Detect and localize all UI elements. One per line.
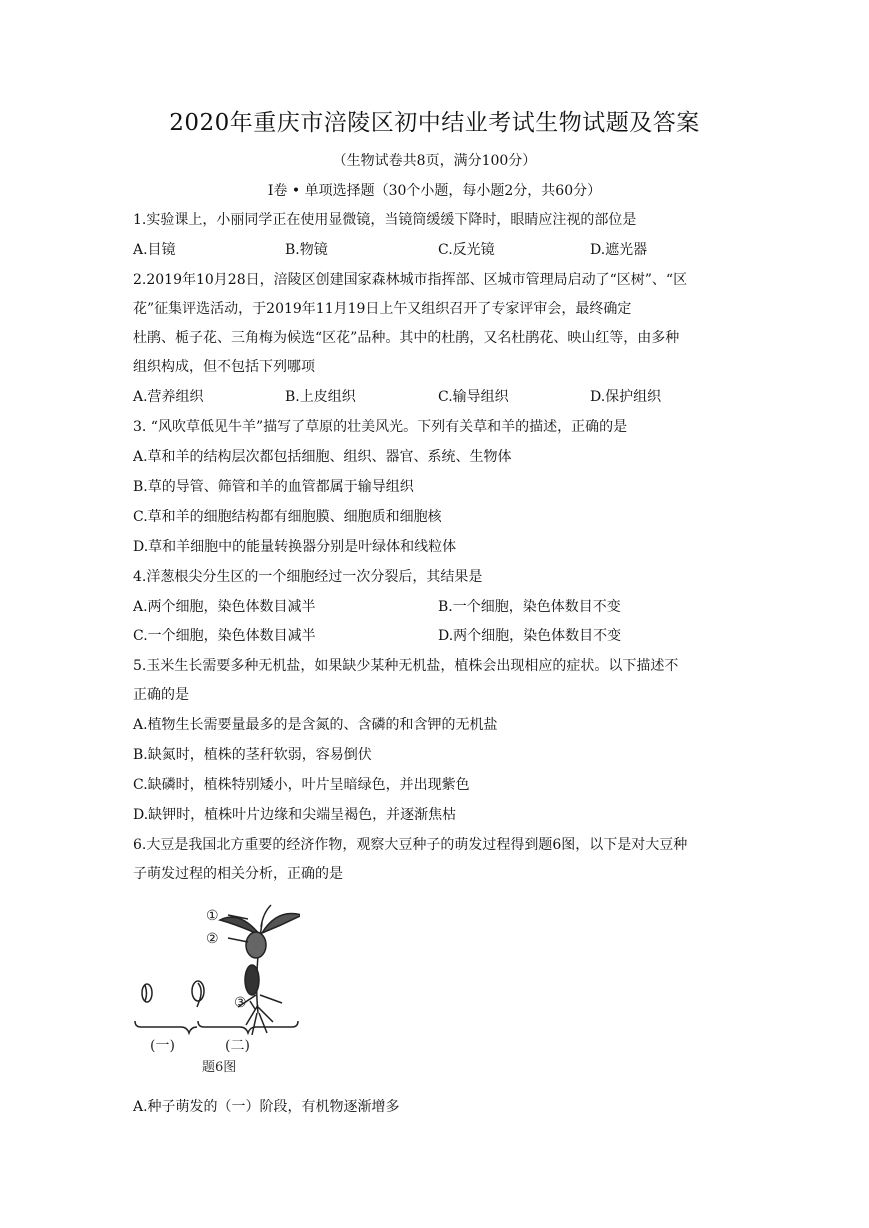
q1-option-c: C.反光镜: [438, 242, 495, 258]
q6-stem-line-1: 6.大豆是我国北方重要的经济作物，观察大豆种子的萌发过程得到题6图，以下是对大豆种: [133, 837, 688, 853]
q4-option-c: C.一个细胞，染色体数目减半: [133, 628, 316, 644]
q4-option-a: A.两个细胞，染色体数目减半: [133, 599, 316, 615]
label-2-pointer: [228, 938, 248, 942]
radicle-detail: [197, 983, 201, 1007]
q1-option-b: B.物镜: [285, 242, 328, 258]
q3-option-c: C.草和羊的细胞结构都有细胞膜、细胞质和细胞核: [133, 509, 442, 525]
label-2: ②: [206, 931, 219, 947]
q5-stem-line-2: 正确的是: [133, 687, 189, 703]
label-3: ③: [234, 995, 247, 1011]
q3-option-b: B.草的导管、筛管和羊的血管都属于输导组织: [133, 479, 414, 495]
q1-option-d: D.遮光器: [590, 242, 648, 258]
stage-2-label: (二): [225, 1038, 250, 1054]
section-heading: I卷 • 单项选择题（30个小题，每小题2分，共60分）: [267, 183, 602, 199]
exam-subtitle: （生物试卷共8页，满分100分）: [332, 153, 537, 169]
q4-option-d: D.两个细胞，染色体数目不变: [438, 628, 622, 644]
label-3-pointer: [250, 1001, 255, 1009]
q2-stem-line-2: 花”征集评选活动，于2019年11月19日上午又组织召开了专家评审会，最终确定: [133, 301, 632, 317]
q1-option-a: A.目镜: [133, 242, 176, 258]
q2-option-c: C.输导组织: [438, 389, 509, 405]
q5-option-b: B.缺氮时，植株的茎秆软弱，容易倒伏: [133, 747, 372, 763]
q3-option-a: A.草和羊的结构层次都包括细胞、组织、器官、系统、生物体: [133, 449, 512, 465]
q3-stem: 3. “风吹草低见牛羊”描写了草原的壮美风光。下列有关草和羊的描述，正确的是: [133, 419, 628, 435]
q2-option-a: A.营养组织: [133, 389, 204, 405]
q5-option-c: C.缺磷时，植株特别矮小，叶片呈暗绿色，并出现紫色: [133, 777, 470, 793]
q6-option-a: A.种子萌发的（一）阶段，有机物逐渐增多: [133, 1099, 400, 1115]
q1-stem: 1.实验课上，小丽同学正在使用显微镜，当镜筒缓缓下降时，眼睛应注视的部位是: [133, 212, 637, 228]
q2-option-d: D.保护组织: [590, 389, 662, 405]
label-1: ①: [206, 908, 219, 924]
q4-stem: 4.洋葱根尖分生区的一个细胞经过一次分裂后，其结果是: [133, 569, 483, 585]
q3-option-d: D.草和羊细胞中的能量转换器分别是叶绿体和线粒体: [133, 539, 457, 555]
q2-option-b: B.上皮组织: [285, 389, 356, 405]
stage-1-bracket: [135, 1021, 197, 1033]
q6-stem-line-2: 子萌发过程的相关分析，正确的是: [133, 866, 343, 882]
q2-stem-line-4: 组织构成，但不包括下列哪项: [133, 359, 315, 375]
q5-option-a: A.植物生长需要量最多的是含氮的、含磷的和含钾的无机盐: [133, 717, 498, 733]
q2-stem-line-1: 2.2019年10月28日，涪陵区创建国家森林城市指挥部、区城市管理局启动了“区树”、“区: [133, 272, 688, 288]
seed-coat: [245, 965, 259, 995]
stage-1-label: (一): [150, 1038, 175, 1054]
q4-option-b: B.一个细胞，染色体数目不变: [438, 599, 621, 615]
q2-stem-line-3: 杜鹃、栀子花、三角梅为候选“区花”品种。其中的杜鹃，又名杜鹃花、映山红等，由多种: [133, 330, 680, 346]
q5-option-d: D.缺钾时，植株叶片边缘和尖端呈褐色，并逐渐焦枯: [133, 807, 457, 823]
cotyledon: [246, 932, 266, 958]
figure-caption: 题6图: [202, 1060, 237, 1075]
soybean-germination-figure: [130, 895, 300, 1080]
q5-stem-line-1: 5.玉米生长需要多种无机盐，如果缺少某种无机盐，植株会出现相应的症状。以下描述不: [133, 658, 679, 674]
leaf-right: [262, 913, 300, 933]
seed-detail: [145, 985, 147, 1001]
page-title: 2020年重庆市涪陵区初中结业考试生物试题及答案: [169, 110, 700, 136]
